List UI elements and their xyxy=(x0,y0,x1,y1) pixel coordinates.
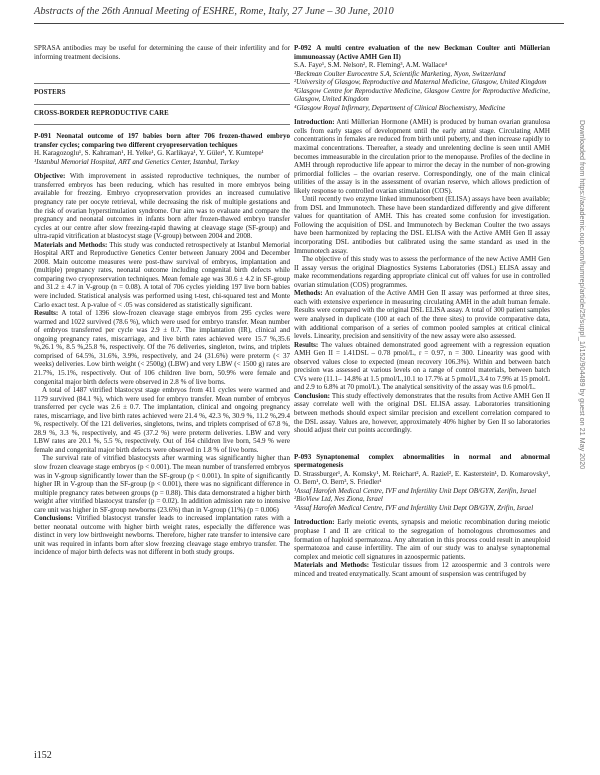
abstract-id: P-093 xyxy=(294,452,312,461)
authors: H. Karagozoglu¹, S. Kahraman¹, H. Yelke¹, G. Karlikaya¹, Y. Güler¹, Y. Kumtepe¹ xyxy=(34,149,264,158)
header-rule xyxy=(34,23,564,24)
abstract-id: P-092 xyxy=(294,44,312,52)
abstract-title-text: Synaptonemal complex abnormalities in normal and abnormal spermatogenesis xyxy=(294,452,550,470)
results-paragraph xyxy=(294,341,550,392)
conclusions-label: Conclusions: xyxy=(34,514,73,523)
abstract-id: P-091 xyxy=(34,132,52,141)
affiliation: ³Assaf Harofeh Medical Centre, IVF and Infertility Unit Dept OB/GYN, Zrifin, Israel xyxy=(294,503,534,512)
authors: D. Strassburger¹, A. Komsky¹, M. Reichart², A. Raziel², E. Kasterstein¹, D. Komarovsky¹, O. Bern¹, O. Bern³, S. Friedler¹ xyxy=(294,469,550,487)
affiliation: ²University of Glasgow, Reproductive and Maternal Medicine, Glasgow, United Kingdom xyxy=(294,78,547,87)
posters-heading: POSTERS xyxy=(34,89,66,97)
objective-text: With improvement in assisted reproductive techniques, the number of transferred embryos has been reducing, which has resulted in more embryos being available for freezing. Embryo cryopreservation provides an increased cumulative pregnancy rate per oocyte retrieval, while decreasing the risk of multiple gestations and the risk of ovarian hyperstimulation syndrome. Our aim was to evaluate and compare the pregnancy and neonatal outcomes in infants born after frozen-thawed embryo transfer cycles at our centre after slow freezing-rapid thawing at cleavage stage (SF-group) and ultra-rapid vitrification at blastocyst stage (V-group) between 2004 and 2008. xyxy=(34,172,291,241)
results-label: Results: xyxy=(34,309,59,318)
methods-text: Testicular tissues from 12 azoospermic and 3 controls were minced and treated enzymatically. Scant amount of suspension was centrifuged by xyxy=(294,561,550,578)
introduction-label: Introduction: xyxy=(294,518,335,527)
methods-text: An evaluation of the Active AMH Gen II assay was performed at three sites, each with extensive experience in measuring circulating AMH in the adult human female. Results were compared with the original DSL ELISA assay. A total of 300 patient samples were analysed in duplicate (100 at each of the three sites) to provide comparative data, with additional comparison of a series of common pooled samples at critical clinical levels. Linearity, precision and sensitivity of the new assay were also assessed. xyxy=(294,289,551,341)
introduction-text: Anti Müllerian Hormone (AMH) is produced by human ovarian granulosa cells from early stages of development until the early antral stage. Circulating AMH concentrations in females are reduced from birth until puberty, and then increase rapidly to maximal concentrations. Thereafter, a steady and unrelenting decline is seen until AMH becomes immeasurable in the circulation prior to the menopause. Profiles of the decline in AMH through reproductive life appear to mirror the decay in the number of non-growing primordial follicles – the ovarian reserve. Correspondingly, one of the main clinical utilities of the assay is in the assessment of ovarian reserve, which allows prediction of likely response to controlled ovarian stimulation (COS). xyxy=(294,118,550,195)
affiliation: ¹Istanbul Memorial Hospital, ART and Genetics Center, Istanbul, Turkey xyxy=(34,157,239,166)
affiliation: ¹Assaf Harofeh Medical Centre, IVF and Infertility Unit Dept OB/GYN, Zerifin, Israel xyxy=(294,486,537,495)
abstract-title-text: Neonatal outcome of 197 babies born after 706 frozen-thawed embryo transfer cycles; comparing two different cryopreservation techiques xyxy=(34,132,290,149)
right-column xyxy=(294,44,550,578)
methods-label: Materials and Methods: xyxy=(34,240,108,249)
abstract-title-text: A multi centre evaluation of the new Beckman Coulter anti Müllerian immunoassay (Active AMH Gen II) xyxy=(294,44,550,61)
introduction-paragraph xyxy=(294,118,550,195)
objective-label: Objective: xyxy=(34,172,66,181)
objective-paragraph xyxy=(34,172,290,240)
conclusion-paragraph xyxy=(294,392,550,435)
conclusion-label: Conclusion: xyxy=(294,391,331,400)
download-watermark: Downloaded from https://academic.oup.com/humrep/article/25/suppl_1/i152/904489 by guest on 21 May 2020 xyxy=(578,120,587,470)
results-label: Results: xyxy=(294,340,319,349)
results-text: A total of 1396 slow-frozen cleavage stage embryos from 295 cycles were warmed and 1022 survived (78.6 %), which were used for embryo transfer. Mean number of embryos transferred per cycle was 2.9 ± 0.7. The implantation (IR), clinical and ongoing pregnancy rates, miscarriage, and live birth rates achieved were 15.7 %,35.6 %,26.1 %, 8.5 %,25.8 %, respectively. Of the 76 deliveries, singleton, twins, and triplets comprised of 64.5%, 31.6%, 3.9%, respectively, and 24 (31.6%) were preterm (< 37 weeks) deliveries. Low birth weight (< 2500g) (LBW) and very LBW (< 1500 g) rates are 21.7%, 15.1%, respectively. Out of 106 children live born, 50.9% were female and congenital major birth defects were observed in 2.8 % of live borns. xyxy=(34,309,290,386)
methods-paragraph xyxy=(294,289,550,340)
methods-paragraph xyxy=(294,561,550,578)
results-paragraph-3: The survival rate of vitrified blastocysts after warming was significantly higher than slow frozen cleavage stage embryos (p < 0.001). The mean number of transferred embryos was in V-group significantly lower than the SF-group (p < 0.001). In spite of significantly higher IR in V-group than the SF-group (p < 0.001), there was no significant difference in multiple pregnancy rates between groups (p = 0.88). This data demonstrated a higher birth weight after vitrified blastocyst transfer (p = 0.02). In addition admission rate to intensive care unit was higher in SF-group newborns (23.6%) than in V-group (11%) (p = 0.006) xyxy=(34,454,290,514)
journal-header: Abstracts of the 26th Annual Meeting of ESHRE, Rome, Italy, 27 June – 30 June, 2010 xyxy=(34,6,394,17)
conclusion-text: This study effectively demonstrates that the results from Active AMH Gen II assay correlate well with the original DSL ELISA assay. Laboratories transitioning between methods should expect similar precision and excellent correlation compared to the DSL assay. Values are, however, approximately 40% higher by Gen II so laboratories should adjust their cut points accordingly. xyxy=(294,391,551,435)
introduction-paragraph-3: The objective of this study was to assess the performance of the new Active AMH Gen II assay versus the original Diagnostics Systems Laboratories (DSL) ELISA assay and make recommendations regarding appropriate clinical cut off values for use in controlled ovarian stimulation (COS) programmes. xyxy=(294,255,550,289)
affiliation: ⁴Glasgow Royal Infirmary, Department of Clinical Biochemistry, Medicine xyxy=(294,103,506,112)
methods-label: Methods: xyxy=(294,289,323,298)
previous-abstract-ending: SPRASA antibodies may be useful for determining the cause of their infertility and for informing treatment decisions. xyxy=(34,44,290,61)
affiliation: ³Glasgow Centre for Reproductive Medicine, Glasgow Centre for Reproductive Medicine, Glasgow, United Kingdom xyxy=(294,86,550,104)
abstract-title-p093 xyxy=(294,453,550,470)
left-column xyxy=(34,44,290,557)
introduction-paragraph-2: Until recently two enzyme linked immunosorbent (ELISA) assays have been available; from DSL and Immunotech. These have been standardized differently and give different values for quantitation of AMH. This has created some confusion for investigation. Following the acquisition of DSL and Immunotech by Beckman Coulter the two assays have been harmonized by replacing the DSL ELISA with the Active AMH Gen II assay incorporating DSL antibodies but calibrated using the same standard as used in the Immunotech assay. xyxy=(294,195,550,255)
methods-label: Materials and Methods: xyxy=(294,561,370,570)
introduction-paragraph xyxy=(294,518,550,561)
conclusions-text: Vitrified blastocyst transfer leads to increased implantation rates with a better neonatal outcome with higher birth weight rates, especially the difference was distinct in very low birthweight newborns. Therefore, higher rate transfer to intensive care unit was required in infants born after slow freezing cleavage stage embryo transfer. The incidence of major birth defects was not different in both study groups. xyxy=(34,514,290,557)
introduction-label: Introduction: xyxy=(294,118,335,127)
affiliation: ²BioView Ltd, Nes Ziona, Israel xyxy=(294,495,383,504)
affiliation: ¹Beckman Coulter Eurocentre S.A, Scientific Marketing, Nyon, Switzerland xyxy=(294,69,506,78)
page-number: i152 xyxy=(34,750,52,761)
section-heading: CROSS-BORDER REPRODUCTIVE CARE xyxy=(34,109,169,117)
results-paragraph xyxy=(34,309,290,386)
abstract-title-p092 xyxy=(294,44,550,61)
results-paragraph-2: A total of 1487 vitrified blastocyst stage embryos from 411 cycles were warmed and 1179 survived (84.1 %), which were used for embryo transfer. Mean number of embryos transferred per cycle was 2.6 ± 0.7. The implantation, clinical and ongoing pregnancy rates, miscarriage, and live birth rates achieved were 21.4 %, 42.3 %, 30.9 %, 11.2 %,29.4 %, respectively. Of the 121 deliveries, singletons, twins, and triplets comprised of 67.8 %, 28.9 %, 3.3 %, respectively, and 45 (37.2 %) were preterm deliveries. LBW and very LBW rates are 20.1 %, 5.5 %, respectively. Out of 164 children live born, 54.9 % were female and congenital major birth defects were observed in 1.8 % of live borns. xyxy=(34,386,290,454)
results-text: The values obtained demonstrated good agreement with a regression equation AMH Gen II = 1.41DSL – 0.78 pmol/L, r = 0.97, n = 300. Linearity was good with observed values close to expected (mean recovery 106.3%). Within and between batch precision was assessed at various levels on a range of control materials, between batch CVs were (11.1– 14.8% at 1.5 pmol/L,10.1 to 17.7% at 5 pmol/L,3.4 to 7.9% at 15 pmol/L and 2.9 to 6.8% at 70 pmol/L). The analytical sensitivity of the assay was 0.6 pmol/L. xyxy=(294,340,550,392)
authors: S.A. Faye¹, S.M. Nelson², R. Fleming³, A.M. Wallace⁴ xyxy=(294,61,448,70)
conclusions-paragraph xyxy=(34,514,290,557)
section-rule xyxy=(34,83,290,84)
methods-text: This study was conducted retrospectively at Istanbul Memorial Hospital ART and Reproductive Genetics Center between January 2004 and December 2008. Main outcome measures were post-thaw survival of embryos, implantation and (multiple) pregnancy rates, neonatal outcome including congenital birth defects while comparing two cryopreservation techniques. Mean female age was 30.6 ± 4.2 in SF-group and 31.2 ± 4.7 in V-group (n = 0.08). A total of 706 cycles yielding 197 live born babies were included. Statistical analysis was performed using t-test, chi-squared test and Monte Carlo exact test. A p-value of < .05 was considered as statistically significant. xyxy=(34,240,290,309)
methods-paragraph xyxy=(34,241,290,309)
abstract-title-p091 xyxy=(34,132,290,149)
introduction-text: Early meiotic events, synapsis and meiotic recombination during meiotic prophase I and II are critical to the segregation of homologous chromosomes and formation of haploid spermatozoa. Any alteration in this process could result in aneuploid spermatozoa and cause infertility. The aim of our study was to analyse synaptonemal complex and meiotic cell signatures in azoospermic patients. xyxy=(294,518,550,561)
section-rule xyxy=(34,104,290,105)
